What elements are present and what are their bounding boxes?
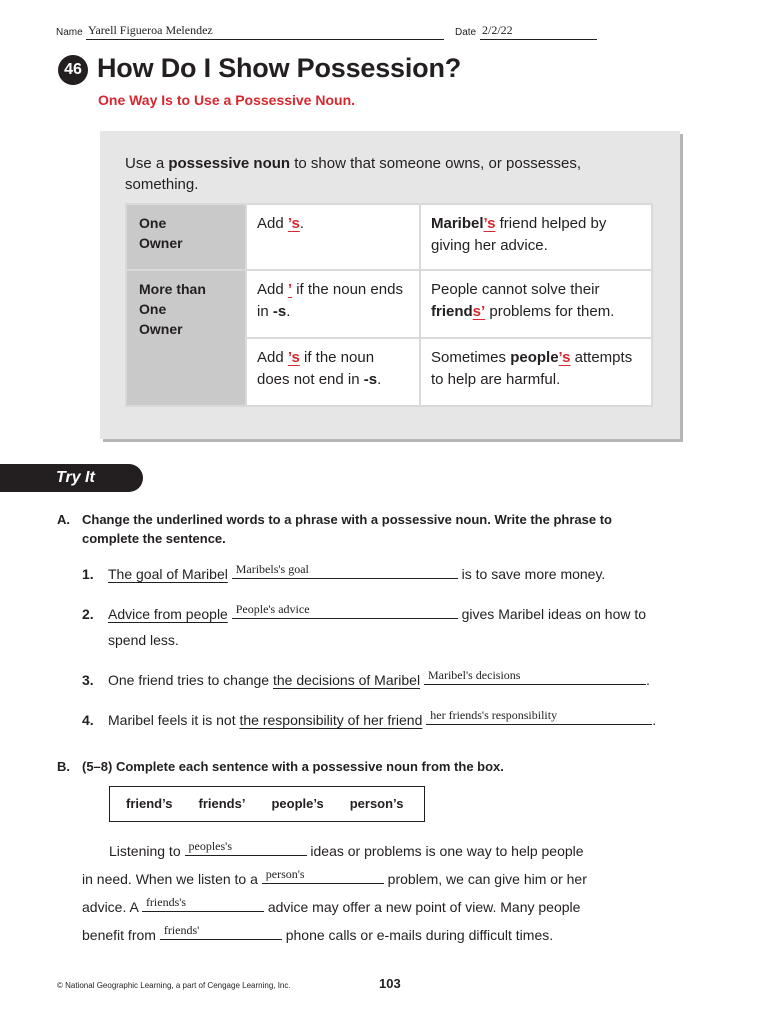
answer-blank-8[interactable] bbox=[160, 921, 282, 940]
para-text: benefit from bbox=[82, 927, 160, 943]
concept-box bbox=[100, 131, 680, 439]
concept-intro bbox=[125, 153, 645, 195]
rule-mark: ’ bbox=[287, 281, 293, 298]
sentence-end: . bbox=[645, 672, 650, 688]
para-text: ideas or problems is one way to help people bbox=[306, 843, 584, 859]
sentence-continuation: spend less. bbox=[108, 632, 179, 648]
sentence-end: is to save more money. bbox=[461, 566, 606, 582]
underlined-phrase: the decisions of Maribel bbox=[273, 672, 421, 688]
sentence-start: Maribel feels it is not bbox=[108, 712, 240, 728]
word-box bbox=[109, 786, 425, 822]
example-noun: friend bbox=[431, 303, 473, 320]
word-choice: friends’ bbox=[198, 796, 246, 811]
para-text: advice. A bbox=[82, 899, 142, 915]
part-b-paragraph bbox=[82, 837, 702, 949]
para-text: problem, we can give him or her bbox=[383, 871, 587, 887]
answer-blank-1[interactable] bbox=[232, 560, 458, 579]
answer-text: friends's bbox=[145, 895, 187, 909]
example-text: attempts to help are harmful. bbox=[431, 349, 633, 388]
rule-text: if the noun ends in bbox=[257, 281, 403, 320]
exercise-item-3 bbox=[82, 666, 702, 693]
sentence-end: gives Maribel ideas on how to bbox=[461, 606, 647, 622]
exercise-item-2 bbox=[82, 600, 702, 653]
intro-text: Use a bbox=[125, 155, 169, 172]
rule-cell bbox=[246, 270, 420, 338]
head-line: Owner bbox=[139, 321, 183, 337]
word-choice: people’s bbox=[271, 796, 324, 811]
date-field[interactable] bbox=[480, 25, 597, 40]
copyright-notice: © National Geographic Learning, a part of Cengage Learning, Inc. bbox=[57, 981, 291, 990]
example-cell bbox=[420, 338, 652, 406]
name-label: Name bbox=[56, 27, 83, 38]
example-text: Sometimes bbox=[431, 349, 511, 366]
rule-text: Add bbox=[257, 281, 288, 298]
exercise-item-1 bbox=[82, 560, 702, 587]
answer-text: her friends's responsibility bbox=[430, 708, 558, 722]
sentence-end: . bbox=[652, 712, 657, 728]
example-mark: s’ bbox=[472, 303, 486, 320]
row-head-one-owner bbox=[126, 204, 246, 270]
answer-blank-7[interactable] bbox=[142, 893, 264, 912]
row-head-more-owners bbox=[126, 270, 246, 406]
head-line: More than bbox=[139, 281, 206, 297]
head-line: One bbox=[139, 215, 167, 231]
word-choice: person’s bbox=[349, 796, 404, 811]
example-cell bbox=[420, 270, 652, 338]
item-number: 3. bbox=[82, 672, 94, 688]
para-text: phone calls or e-mails during difficult times. bbox=[281, 927, 554, 943]
rule-text: if the noun does not end in bbox=[257, 349, 375, 388]
head-line: Owner bbox=[139, 235, 183, 251]
rule-suffix: -s bbox=[363, 371, 378, 388]
example-cell bbox=[420, 204, 652, 270]
rule-text: Add bbox=[257, 215, 288, 232]
page-subtitle: One Way Is to Use a Possessive Noun. bbox=[98, 92, 356, 108]
name-field[interactable] bbox=[86, 25, 444, 40]
try-it-banner: Try It bbox=[0, 464, 143, 492]
page-number: 103 bbox=[379, 976, 401, 991]
para-text: in need. When we listen to a bbox=[82, 871, 262, 887]
item-number: 4. bbox=[82, 712, 94, 728]
answer-text: friends' bbox=[163, 923, 200, 937]
date-label: Date bbox=[455, 27, 477, 38]
rule-mark: ’s bbox=[287, 215, 300, 232]
rule-text: . bbox=[299, 215, 304, 232]
answer-blank-4[interactable] bbox=[426, 706, 652, 725]
example-text: friend helped by giving her advice. bbox=[431, 215, 607, 254]
word-choice: friend’s bbox=[126, 796, 173, 811]
name-value: Yarell Figueroa Melendez bbox=[88, 23, 213, 37]
rule-cell bbox=[246, 204, 420, 270]
example-noun: Maribel bbox=[431, 215, 484, 232]
head-line: One bbox=[139, 301, 167, 317]
date-value: 2/2/22 bbox=[482, 23, 513, 37]
rule-text: Add bbox=[257, 349, 288, 366]
rule-text: . bbox=[286, 303, 291, 320]
answer-blank-5[interactable] bbox=[185, 837, 307, 856]
table-row-more-owners-1 bbox=[126, 270, 652, 338]
answer-blank-2[interactable] bbox=[232, 600, 458, 619]
underlined-phrase: Advice from people bbox=[108, 606, 228, 622]
item-number: 2. bbox=[82, 606, 94, 622]
answer-blank-6[interactable] bbox=[262, 865, 384, 884]
para-line-4 bbox=[82, 921, 702, 949]
possessive-rules-table bbox=[125, 203, 653, 407]
para-text: advice may offer a new point of view. Many people bbox=[263, 899, 581, 915]
example-mark: ’s bbox=[483, 215, 496, 232]
answer-text: Maribels's goal bbox=[235, 562, 309, 576]
answer-text: People's advice bbox=[235, 602, 310, 616]
rule-mark: ’s bbox=[287, 349, 300, 366]
item-number: 1. bbox=[82, 566, 94, 582]
answer-text: person's bbox=[265, 867, 305, 881]
answer-text: peoples's bbox=[188, 839, 232, 853]
rule-suffix: -s bbox=[272, 303, 287, 320]
example-text: People cannot solve their bbox=[431, 281, 600, 298]
part-a-instruction: Change the underlined words to a phrase with a possessive noun. Write the phrase to complete the sentence. bbox=[82, 512, 612, 546]
underlined-phrase: The goal of Maribel bbox=[108, 566, 228, 582]
exercise-item-4 bbox=[82, 706, 722, 733]
sentence-start: One friend tries to change bbox=[108, 672, 273, 688]
rule-cell bbox=[246, 338, 420, 406]
para-line-1 bbox=[82, 837, 702, 865]
example-noun: people bbox=[510, 349, 559, 366]
underlined-phrase: the responsibility of her friend bbox=[239, 712, 423, 728]
part-b-instruction: (5–8) Complete each sentence with a possessive noun from the box. bbox=[82, 759, 504, 774]
intro-text-end: to show that someone owns, or possesses, something. bbox=[125, 155, 582, 193]
rule-text: . bbox=[377, 371, 382, 388]
part-a-letter: A. bbox=[57, 512, 70, 527]
answer-text: Maribel's decisions bbox=[427, 668, 521, 682]
answer-blank-3[interactable] bbox=[424, 666, 646, 685]
lesson-number-badge: 46 bbox=[58, 55, 88, 85]
para-text: Listening to bbox=[109, 843, 185, 859]
page-title: How Do I Show Possession? bbox=[97, 53, 462, 83]
example-text: problems for them. bbox=[485, 303, 615, 320]
table-row-one-owner bbox=[126, 204, 652, 270]
part-b-letter: B. bbox=[57, 759, 70, 774]
intro-keyword: possessive noun bbox=[168, 155, 291, 172]
example-mark: ’s bbox=[558, 349, 571, 366]
